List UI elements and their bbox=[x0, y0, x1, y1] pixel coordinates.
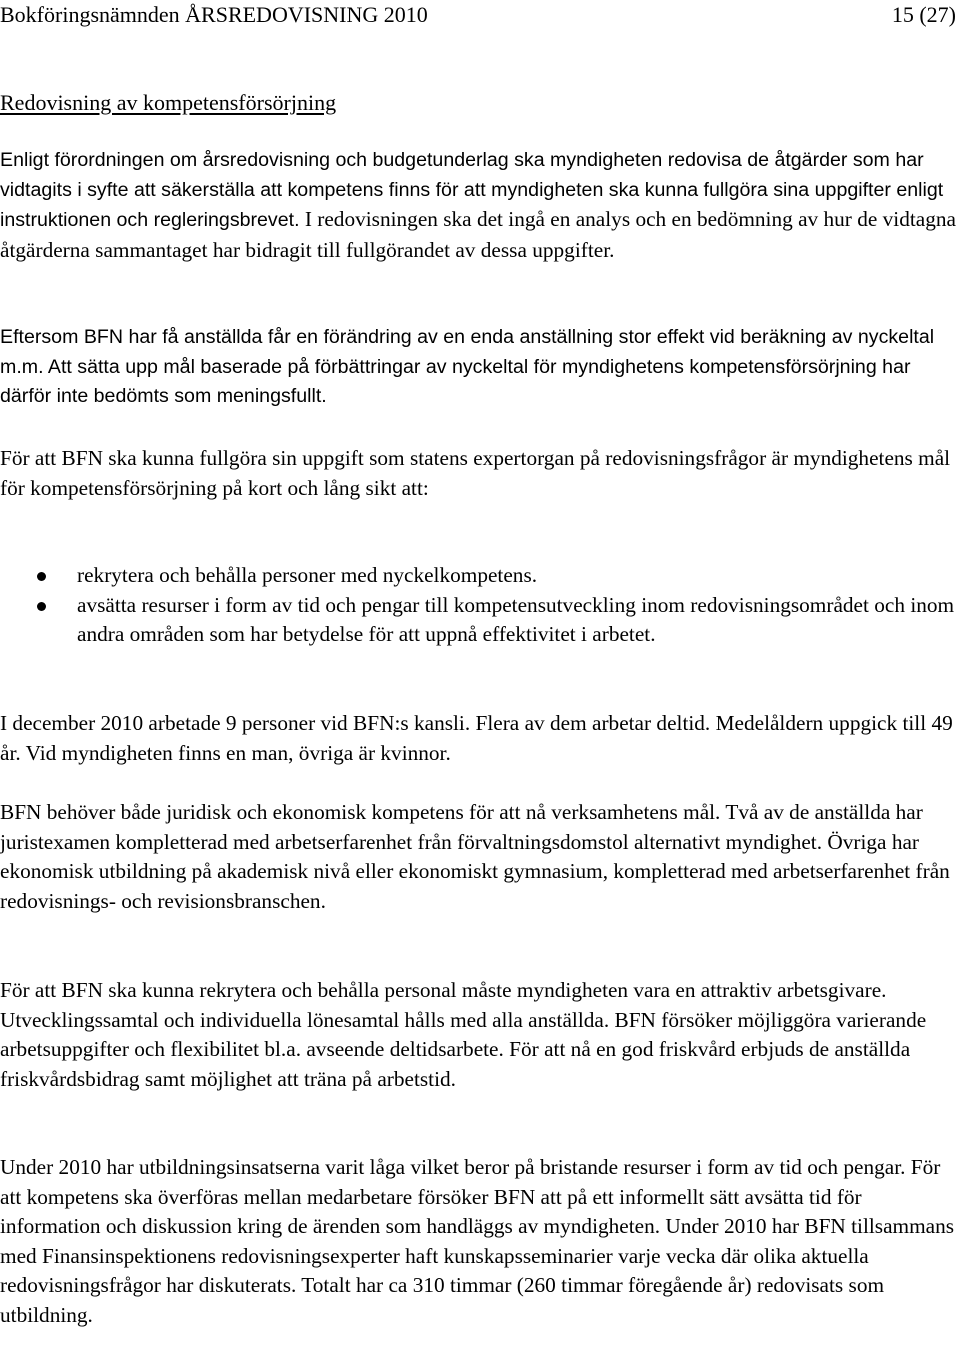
list-item-text: avsätta resurser i form av tid och pengar till kompetensutveckling inom redovisningsområdet och inom andra områden som har betydelse för att uppnå effektivitet i arbetet. bbox=[77, 592, 955, 646]
list-item bbox=[0, 591, 958, 650]
paragraph-key-figures: Eftersom BFN har få anställda får en förändring av en enda anställning stor effekt vid beräkning av nyckeltal m.m. Att sätta upp mål baserade på förbättringar av nyckeltal för myndighetens kompetensförsörjning har därför inte bedömts som meningsfullt. bbox=[0, 326, 935, 407]
list-item bbox=[0, 561, 958, 591]
paragraph-competence: BFN behöver både juridisk och ekonomisk kompetens för att nå verksamhetens mål. Två av de anställda har juristexamen kompletterad med arbetserfarenhet från förvaltningsdomstol alternativt myndighet. Övriga har ekonomisk utbildning på akademisk nivå eller ekonomiskt gymnasium, kompletterad med arbetserfarenhet från redovisnings- och revisionsbranschen. bbox=[0, 800, 950, 913]
running-header bbox=[0, 0, 960, 30]
section-heading: Redovisning av kompetensförsörjning bbox=[0, 90, 337, 115]
document-title: Bokföringsnämnden ÅRSREDOVISNING 2010 bbox=[0, 2, 428, 27]
goals-list bbox=[0, 561, 958, 650]
list-item-text: rekrytera och behålla personer med nyckelkompetens. bbox=[77, 563, 538, 587]
paragraph-intro-part1: Enligt förordningen om årsredovisning och budgetunderlag ska myndigheten redovisa de åtgärder som har vidtagits i syfte att säkerställa att kompetens finns för att myndigheten ska kunna fullgöra sina uppgifter enligt instruktionen och regleringsbrevet. bbox=[0, 149, 944, 231]
paragraph-intro-part2: I redovisningen ska det ingå en analys och en bedömning av hur de vidtagna åtgärderna sammantaget har bidragit till fullgörandet av dessa uppgifter. bbox=[0, 207, 956, 262]
bullet-icon bbox=[37, 572, 46, 581]
paragraph-goals: För att BFN ska kunna fullgöra sin uppgift som statens expertorgan på redovisningsfrågor är myndighetens mål för kompetensförsörjning på kort och lång sikt att: bbox=[0, 446, 951, 500]
paragraph-training: Under 2010 har utbildningsinsatserna varit låga vilket beror på bristande resurser i form av tid och pengar. För att kompetens ska överföras mellan medarbetare försöker BFN att på ett informellt sätt avsätta tid för information och diskussion kring de ärenden som handläggs av myndigheten. Under 2010 har BFN tillsammans med Finansinspektionens redovisningsexperter haft kunskapsseminarier varje vecka där olika aktuella redovisningsfrågor har diskuterats. Totalt har ca 310 timmar (260 timmar föregående år) redovisats som utbildning. bbox=[0, 1155, 955, 1327]
page-number: 15 (27) bbox=[891, 2, 956, 27]
paragraph-staff: I december 2010 arbetade 9 personer vid BFN:s kansli. Flera av dem arbetar deltid. Medelåldern uppgick till 49 år. Vid myndigheten finns en man, övriga är kvinnor. bbox=[0, 711, 953, 765]
bullet-icon bbox=[37, 602, 46, 611]
paragraph-intro bbox=[0, 146, 958, 266]
paragraph-employer: För att BFN ska kunna rekrytera och behålla personal måste myndigheten vara en attraktiv arbetsgivare. Utvecklingssamtal och individuella lönesamtal hålls med alla anställda. BFN försöker möjliggöra varierande arbetsuppgifter och flexibilitet bl.a. avseende deltidsarbete. För att nå en god friskvård erbjuds de anställda friskvårdsbidrag samt möjlighet att träna på arbetstid. bbox=[0, 978, 927, 1091]
